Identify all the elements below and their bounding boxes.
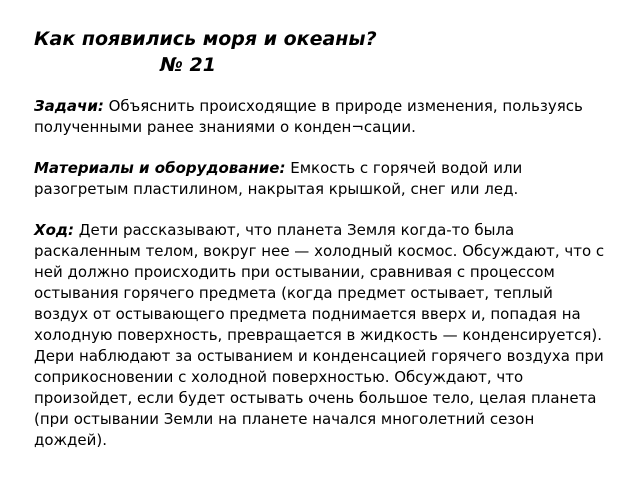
section-procedure-text: Дети рассказывают, что планета Земля когда-то была раскаленным телом, вокруг нее — холодный космос. Обсуждают, что с ней должно происходить при остывании, сравнивая с процессом остывания горячего предмета (когда предмет остывает, теплый воздух от остывающего предмета поднимается вверх и, попадая на холодную поверхность, превращается в жидкость — конденсируется). Дери наблюдают за остыванием и конденсацией горячего воздуха при соприкосновении с холодной поверхностью. Обсуждают, что произойдет, если будет остывать очень большое тело, целая планета (при остывании Земли на планете начался многолетний сезон дождей). <box>34 221 605 449</box>
document-number: № 21 <box>160 54 216 76</box>
section-tasks <box>34 96 610 138</box>
spacer <box>34 200 610 220</box>
section-materials-label: Материалы и оборудование: <box>34 159 286 177</box>
section-tasks-label: Задачи: <box>34 97 104 115</box>
section-procedure-label: Ход: <box>34 221 74 239</box>
section-procedure <box>34 220 610 451</box>
spacer <box>34 138 610 158</box>
spacer <box>34 78 610 96</box>
section-materials <box>34 158 610 200</box>
document-title: Как появились моря и океаны? <box>34 28 377 50</box>
section-tasks-text: Объяснить происходящие в природе изменения, пользуясь полученными ранее знаниями о конден¬сации. <box>34 97 583 136</box>
section-materials-text: Емкость с горячей водой или разогретым пластилином, накрытая крышкой, снег или лед. <box>34 159 523 198</box>
